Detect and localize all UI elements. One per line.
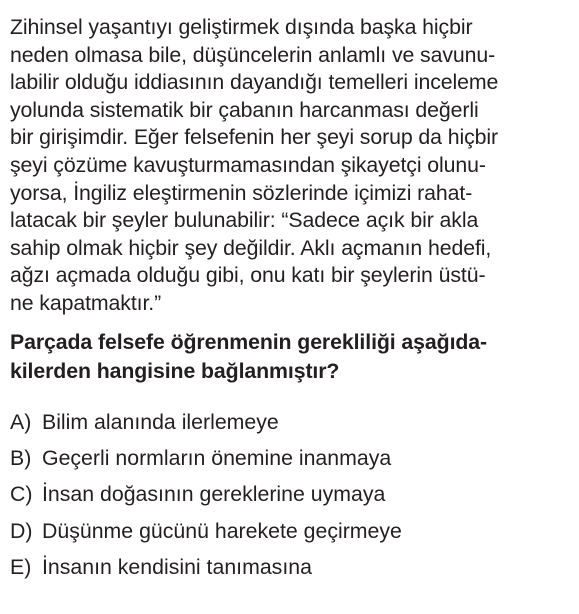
prompt-line: kilerden hangisine bağlanmıştır? xyxy=(10,358,340,383)
passage-line: latacak bir şeyler bulunabilir: “Sadece açık bir akla xyxy=(10,208,479,233)
passage-line: bir girişimdir. Eğer felsefenin her şeyi sorup da hiçbir xyxy=(10,125,498,150)
passage-line: neden olmasa bile, düşüncelerin anlamlı ve savunu- xyxy=(10,42,496,67)
passage-line: ne kapatmaktır.” xyxy=(10,290,162,315)
passage-line: yorsa, İngiliz eleştirmenin sözlerinde içimizi rahat- xyxy=(10,180,473,205)
option-d[interactable] xyxy=(10,513,572,549)
passage xyxy=(10,14,572,318)
option-letter: C) xyxy=(10,482,33,507)
option-letter: A) xyxy=(10,409,32,434)
option-a[interactable] xyxy=(10,404,572,440)
prompt-line: Parçada felsefe öğrenmenin gerekliliği aşağıda- xyxy=(10,329,488,354)
passage-line: labilir olduğu iddiasının dayandığı temelleri inceleme xyxy=(10,70,499,95)
option-letter: D) xyxy=(10,518,33,543)
passage-line: sahip olmak hiçbir şey değildir. Aklı açmanın hedefi, xyxy=(10,235,492,260)
option-text: İnsan doğasının gereklerine uymaya xyxy=(42,482,386,507)
passage-line: ağzı açmada olduğu gibi, onu katı bir şeylerin üstü- xyxy=(10,263,486,288)
passage-line: şeyi çözüme kavuşturmamasından şikayetçi olunu- xyxy=(10,152,486,177)
option-b[interactable] xyxy=(10,440,572,476)
passage-line: yolunda sistematik bir çabanın harcanması değerli xyxy=(10,97,479,122)
answer-options xyxy=(10,404,572,586)
option-text: Düşünme gücünü harekete geçirmeye xyxy=(42,518,402,543)
question-prompt xyxy=(10,328,572,386)
option-text: Geçerli normların önemine inanmaya xyxy=(42,445,392,470)
option-letter: B) xyxy=(10,445,32,470)
passage-line: Zihinsel yaşantıyı geliştirmek dışında başka hiçbir xyxy=(10,15,473,39)
option-e[interactable] xyxy=(10,549,572,585)
option-letter: E) xyxy=(10,555,32,580)
option-text: İnsanın kendisini tanımasına xyxy=(42,555,312,580)
option-text: Bilim alanında ilerlemeye xyxy=(42,409,279,434)
option-c[interactable] xyxy=(10,476,572,512)
question-block xyxy=(10,14,572,586)
